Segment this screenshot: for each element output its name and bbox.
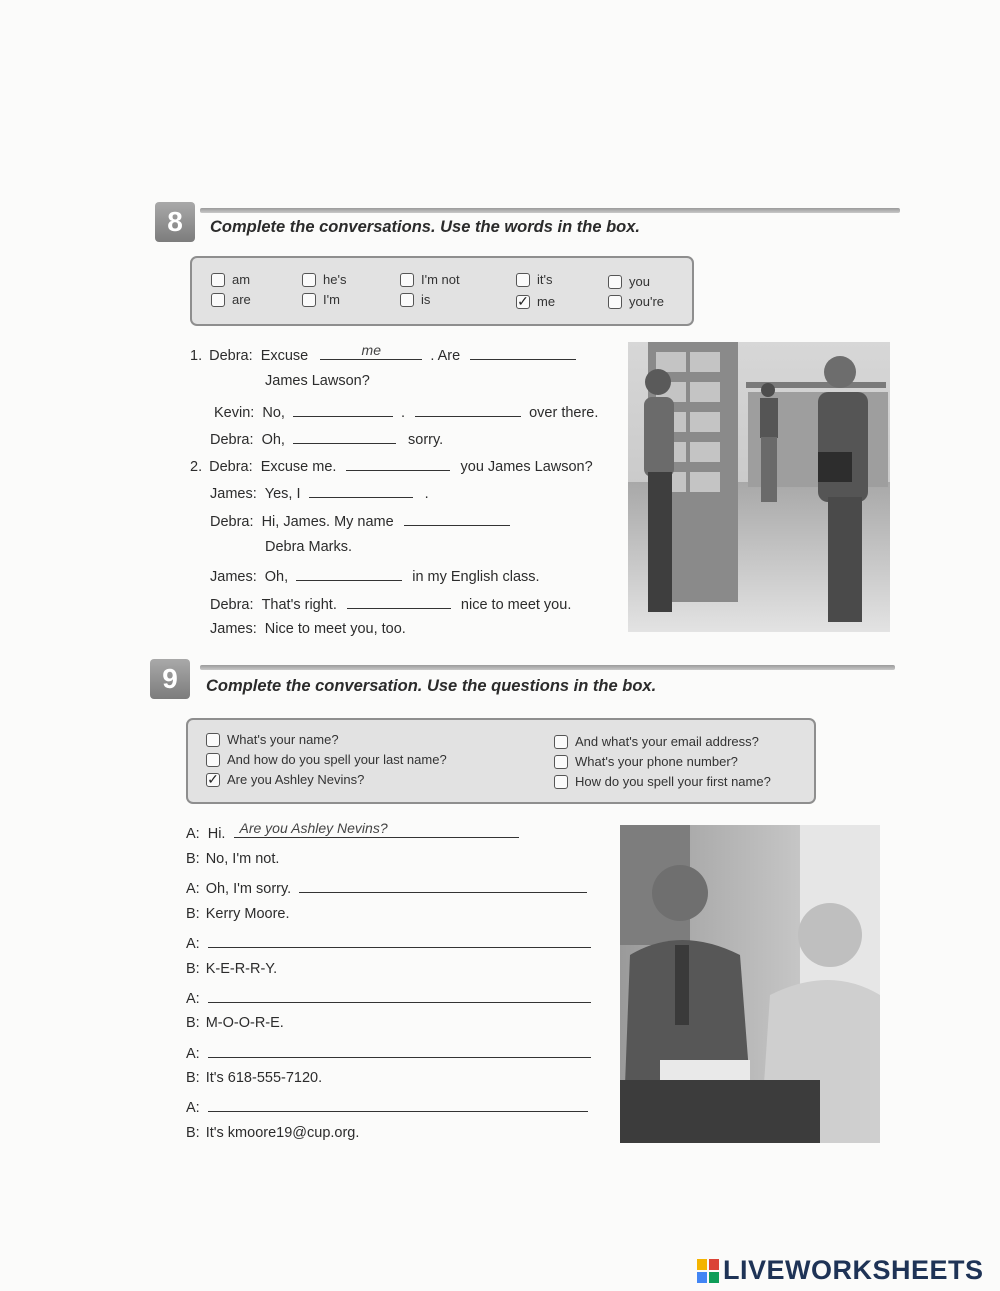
checkbox[interactable] [608,275,622,289]
word-option-im-not[interactable]: I'm not [400,272,460,287]
liveworksheets-wordmark: LIVEWORKSHEETS [723,1255,984,1285]
liveworksheets-logo[interactable] [697,1255,984,1286]
word-option-youre[interactable]: you're [608,294,664,309]
question-option-spell-last-name[interactable]: And how do you spell your last name? [206,752,447,767]
answer-blank[interactable] [293,402,393,417]
section-8-rule [200,208,900,213]
conv-line: James: Yes, I . [210,483,429,502]
word-option-is[interactable]: is [400,292,430,307]
dialog-line: B: No, I'm not. [186,851,280,867]
answer-blank[interactable] [470,345,576,360]
answer-blank[interactable] [208,933,591,948]
conv-line: Debra Marks. [265,539,353,555]
office-meeting-photo [620,825,880,1143]
word-option-me[interactable]: ✓ me [517,292,556,309]
conv-line: James Lawson? [265,373,370,389]
checkbox[interactable] [400,293,414,307]
dialog-line: A: [186,933,591,952]
checkbox[interactable] [211,273,225,287]
word-option-are[interactable]: are [211,292,251,307]
question-option-phone[interactable]: What's your phone number? [554,754,738,769]
checkbox[interactable] [608,295,622,309]
answer-blank[interactable] [208,988,591,1003]
conv-line: 2. Debra: Excuse me. you James Lawson? [190,456,593,475]
section-8-word-box [190,256,694,326]
dialog-line: B: It's 618-555-7120. [186,1070,323,1086]
word-option-hes[interactable]: he's [302,272,346,287]
answer-blank[interactable] [296,566,402,581]
answer-blank[interactable]: me [320,345,422,360]
checkbox[interactable] [400,273,414,287]
conv-line: Debra: Hi, James. My name [210,511,510,530]
answer-blank[interactable] [404,511,510,526]
checkbox[interactable] [302,273,316,287]
dialog-line: A: [186,1097,588,1116]
dialog-line: B: K-E-R-R-Y. [186,961,278,977]
section-9-instruction: Complete the conversation. Use the questions in the box. [206,677,657,695]
checkbox-checked[interactable]: ✓ [207,770,219,787]
answer-blank[interactable] [346,456,450,471]
checkbox[interactable] [206,733,220,747]
conv-line: James: Oh, in my English class. [210,566,540,585]
checkbox[interactable] [554,755,568,769]
answer-blank[interactable] [299,878,587,893]
conv-line: Kevin: No, . over there. [214,402,598,421]
dialog-line: A: [186,1043,591,1062]
answer-blank[interactable] [208,1097,588,1112]
section-9-question-box [186,718,816,804]
question-option-email[interactable]: And what's your email address? [554,734,759,749]
dialog-line: A: [186,988,591,1007]
conv-line: 1. Debra: Excuse me . Are [190,345,576,364]
answer-blank[interactable] [415,402,521,417]
section-8-instruction: Complete the conversations. Use the words in the box. [210,218,640,236]
section-8-number: 8 [155,202,195,242]
answer-blank[interactable] [293,429,396,444]
answer-blank[interactable] [309,483,413,498]
hallway-students-photo [628,342,890,632]
section-9-number: 9 [150,659,190,699]
dialog-line: A: Hi. Are you Ashley Nevins? [186,823,519,842]
checkbox[interactable] [554,775,568,789]
conv-line: Debra: That's right. nice to meet you. [210,594,571,613]
conv-line: Debra: Oh, sorry. [210,429,443,448]
question-option-whats-your-name[interactable]: What's your name? [206,732,339,747]
dialog-line: B: It's kmoore19@cup.org. [186,1125,360,1141]
checkbox[interactable] [302,293,316,307]
liveworksheets-mark-icon [697,1259,719,1283]
dialog-line: B: Kerry Moore. [186,906,290,922]
checkbox[interactable] [516,273,530,287]
question-option-spell-first-name[interactable]: How do you spell your first name? [554,774,771,789]
checkbox-checked[interactable]: ✓ [517,292,529,309]
dialog-line: A: Oh, I'm sorry. [186,878,587,897]
word-option-you[interactable]: you [608,274,650,289]
checkbox[interactable] [206,753,220,767]
answer-blank[interactable] [208,1043,591,1058]
checkbox[interactable] [554,735,568,749]
word-option-am[interactable]: am [211,272,250,287]
word-option-im[interactable]: I'm [302,292,340,307]
answer-blank[interactable] [347,594,451,609]
dialog-line: B: M-O-O-R-E. [186,1015,284,1031]
section-9-rule [200,665,895,670]
conv-line: James: Nice to meet you, too. [210,621,406,637]
answer-blank[interactable]: Are you Ashley Nevins? [234,823,519,838]
question-option-ashley-nevins[interactable]: ✓ Are you Ashley Nevins? [207,770,365,787]
word-option-its[interactable]: it's [516,272,552,287]
checkbox[interactable] [211,293,225,307]
